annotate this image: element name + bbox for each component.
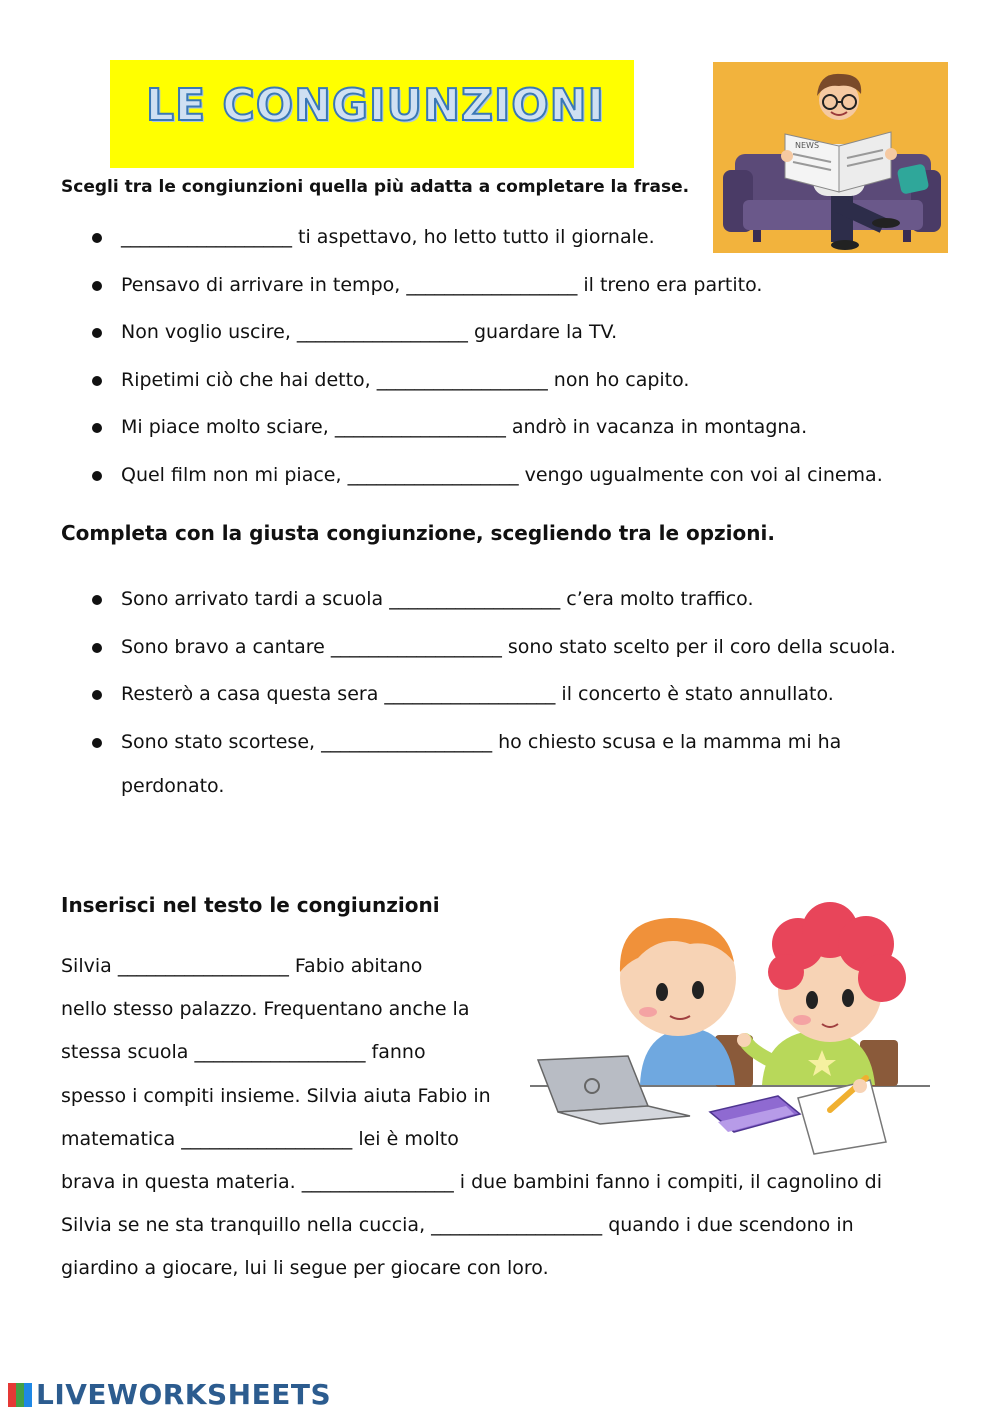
section2-exercise-list bbox=[61, 576, 896, 806]
list-item[interactable]: Non voglio uscire, __________________ guardare la TV. bbox=[61, 309, 883, 357]
section1-exercise-list bbox=[61, 214, 883, 499]
logo-text: LIVEWORKSHEETS bbox=[36, 1378, 332, 1411]
liveworksheets-logo[interactable] bbox=[8, 1378, 331, 1411]
list-item[interactable]: __________________ ti aspettavo, ho letto tutto il giornale. bbox=[61, 214, 883, 262]
newspaper-label: NEWS bbox=[795, 141, 820, 150]
page-title: LE CONGIUNZIONI bbox=[146, 80, 605, 131]
paragraph-line: Silvia __________________ Fabio abitano bbox=[61, 955, 423, 977]
list-item-multiline[interactable] bbox=[61, 719, 896, 807]
list-item[interactable]: Ripetimi ciò che hai detto, __________________ non ho capito. bbox=[61, 357, 883, 405]
paragraph-line: matematica __________________ lei è molto bbox=[61, 1127, 459, 1150]
kids-homework-illustration bbox=[530, 900, 930, 1155]
list-item-line: Sono stato scortese, __________________ ho chiesto scusa e la mamma mi ha bbox=[121, 730, 842, 753]
paragraph-line: nello stesso palazzo. Frequentano anche la bbox=[61, 998, 470, 1021]
paragraph-line: Silvia se ne sta tranquillo nella cuccia, __________________ quando i due scendono in bbox=[61, 1214, 854, 1237]
section3-heading: Inserisci nel testo le congiunzioni bbox=[61, 893, 440, 917]
paragraph-line: stessa scuola __________________ fanno bbox=[61, 1041, 426, 1064]
list-item[interactable]: Mi piace molto sciare, __________________ andrò in vacanza in montagna. bbox=[61, 404, 883, 452]
title-banner bbox=[110, 60, 634, 168]
list-item[interactable]: Resterò a casa questa sera __________________ il concerto è stato annullato. bbox=[61, 671, 896, 719]
paragraph-line: spesso i compiti insieme. Silvia aiuta Fabio in bbox=[61, 1084, 491, 1107]
paragraph-line: giardino a giocare, lui li segue per giocare con loro. bbox=[61, 1257, 549, 1280]
list-item[interactable]: Pensavo di arrivare in tempo, __________________ il treno era partito. bbox=[61, 262, 883, 310]
list-item[interactable]: Sono bravo a cantare __________________ sono stato scelto per il coro della scuola. bbox=[61, 624, 896, 672]
section1-instruction: Scegli tra le congiunzioni quella più adatta a completare la frase. bbox=[61, 177, 690, 197]
paragraph-line: brava in questa materia. ________________ i due bambini fanno i compiti, il cagnolino di bbox=[61, 1171, 882, 1194]
list-item-line: perdonato. bbox=[121, 775, 225, 797]
logo-icon bbox=[8, 1383, 32, 1407]
list-item[interactable]: Sono arrivato tardi a scuola __________________ c’era molto traffico. bbox=[61, 576, 896, 624]
section2-heading: Completa con la giusta congiunzione, scegliendo tra le opzioni. bbox=[61, 521, 775, 545]
list-item[interactable]: Quel film non mi piace, __________________ vengo ugualmente con voi al cinema. bbox=[61, 452, 883, 500]
